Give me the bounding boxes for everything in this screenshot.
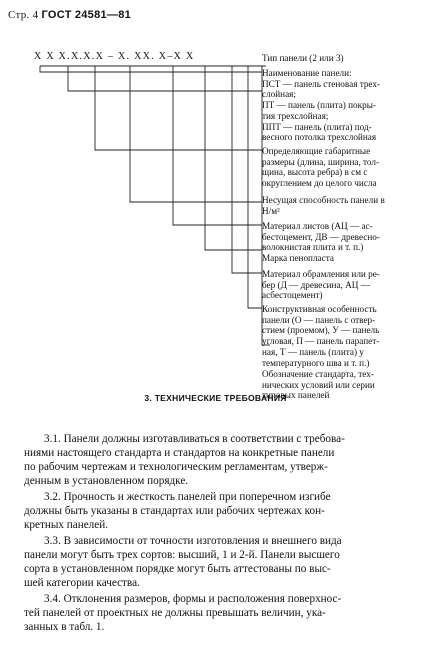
gost-number: 24581—81 xyxy=(74,9,132,21)
label-panel-type: Тип панели (2 или 3) xyxy=(262,53,344,63)
designation-code: X X X.X.X.X – X. XX. X–X X xyxy=(34,51,195,62)
label-panel-name: Наименование панели: ПСТ — панель стеновая трех- слойная; ПТ — панель (плита) покры- тия трехслойная; ППТ — панель (плита) под- весного потолка трехслойная xyxy=(262,68,381,143)
label-dimensions: Определяющие габаритные размеры (длина, ширина, тол- щина, высота ребра) в см с округлением до целого числа xyxy=(262,146,380,189)
label-load-capacity: Несущая способность панели в Н/м² xyxy=(262,195,385,216)
paragraph-3-3: 3.3. В зависимости от точности изготовления и внешнего вида панели могут быть трех сортов: высший, 1 и 2-й. Панели высшего сорта в установленном порядке могут быть аттестованы по выс- шей категории качества. xyxy=(24,535,342,589)
label-standard-designation: Обозначение стандарта, тех- нических условий или серии типовых панелей xyxy=(262,369,375,401)
paragraph-3-4: 3.4. Отклонения размеров, формы и расположения поверхнос- тей панелей от проектных не должны превышать величин, ука- занных в табл. 1. xyxy=(24,593,342,633)
gost-label: ГОСТ xyxy=(41,9,72,21)
section-title: 3. ТЕХНИЧЕСКИЕ ТРЕБОВАНИЯ xyxy=(144,393,287,403)
label-frame-material: Материал обрамления или ре- бер (Д — древесина, АЦ — асбестоцемент) xyxy=(262,269,380,301)
paragraph-3-1: 3.1. Панели должны изготавливаться в соответствии с требова- ниями настоящего стандарта и стандартов на конкретные панели по рабочим чертежам и технологическим регламентам, утверж- денным в установленном порядке. xyxy=(24,433,345,487)
label-design-feature: Конструктивная особенность панели (О — панель с отвер- стием (проемом), У — панель угловая, П — панель парапет- ная, Т — панель (плита) у температурного шва и т. п.) xyxy=(262,304,380,368)
paragraph-3-2: 3.2. Прочность и жесткость панелей при поперечном изгибе должны быть указаны в стандартах или рабочих чертежах кон- кретных панелей. xyxy=(24,491,331,531)
label-foam-grade: Марка пенопласта xyxy=(262,253,334,263)
page-number: Стр. 4 xyxy=(8,9,39,21)
label-sheet-material: Материал листов (АЦ — ас- бестоцемент, ДВ — древесно- волокнистая плита и т. п.) xyxy=(262,221,380,253)
